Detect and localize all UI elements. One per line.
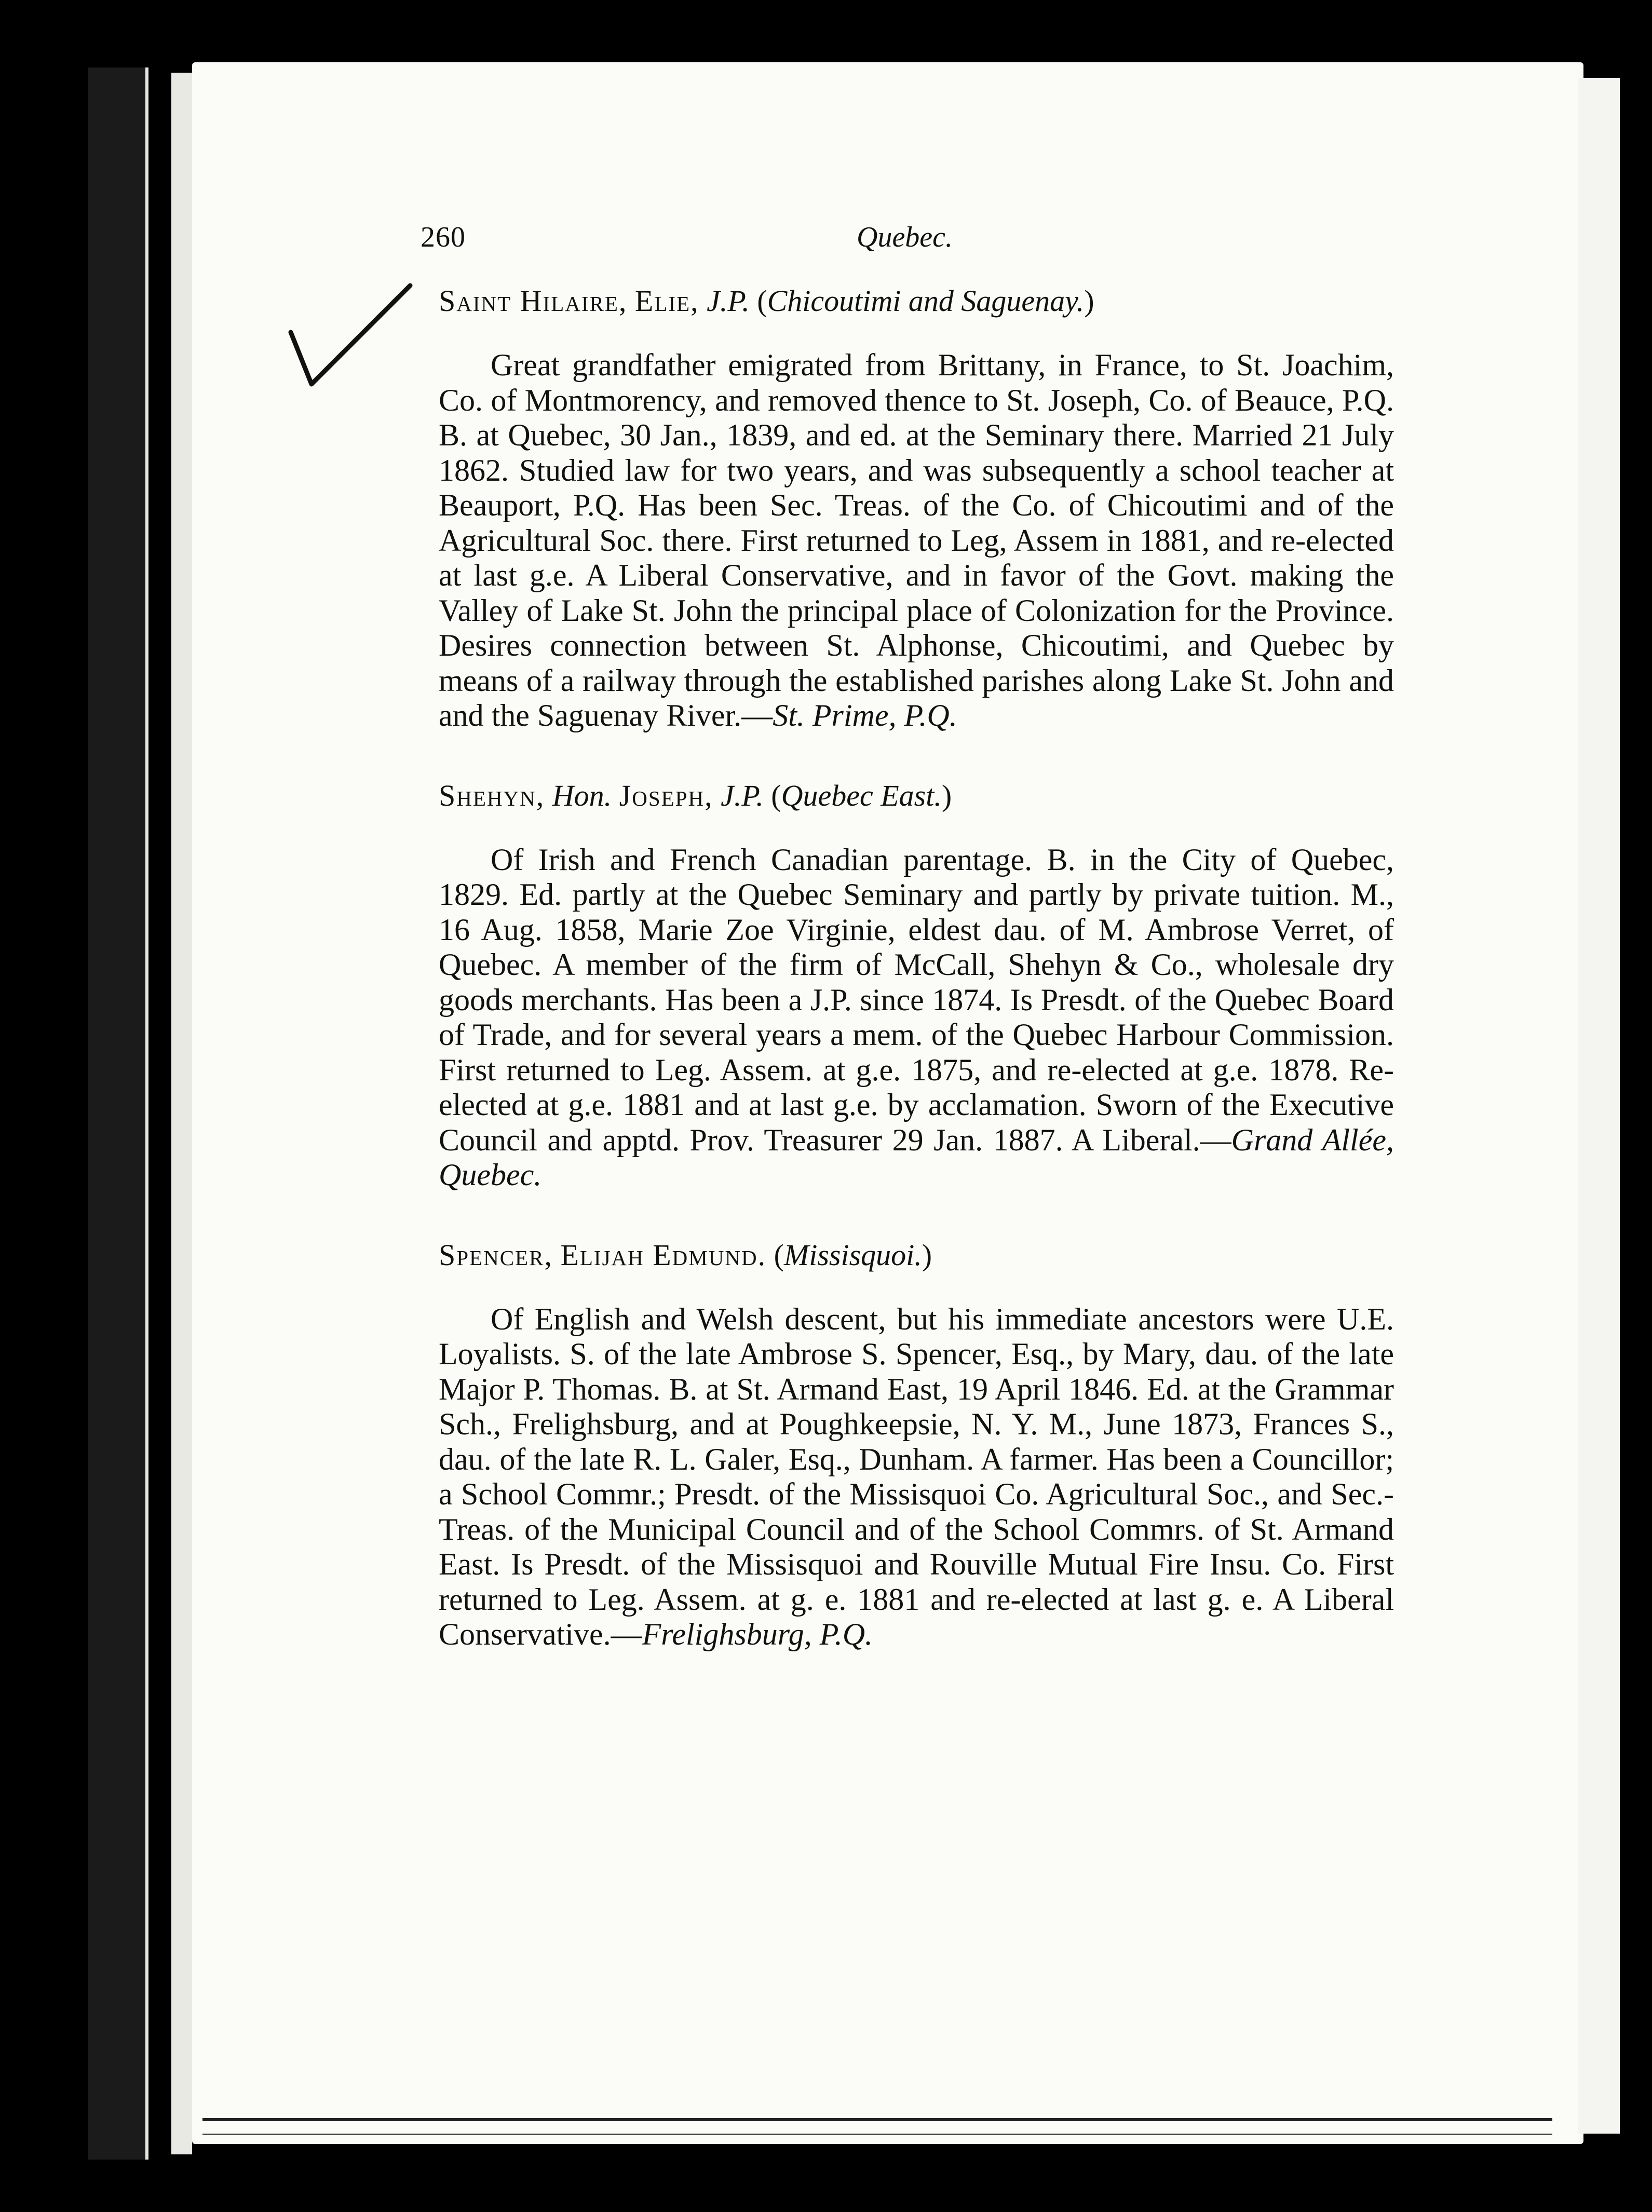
entry-biography-text: Of Irish and French Canadian parentage. B. in the City of Quebec, 1829. Ed. partly at the Quebec Seminary and partly by private tuition. M., 16 Aug. 1858, Marie Zoe Virginie, eldest dau. of M. Ambrose Verret, of Quebec. A member of the firm of McCall, Shehyn & Co., wholesale dry goods merchants. Has been a J.P. since 1874. Is Presdt. of the Quebec Board of Trade, and for several years a mem. of the Quebec Harbour Commission. First returned to Leg. Assem. at g.e. 1875, and re-elected at g.e. 1878. Re-elected at g.e. 1881 and at last g.e. by acclamation. Sworn of the Executive Council and apptd. Prov. Treasurer 29 Jan. 1887. A Liberal.—	[439, 842, 1394, 1157]
entry-honorific: Hon.	[552, 778, 612, 812]
entry-riding: Missisquoi.	[783, 1238, 922, 1272]
running-title: Quebec.	[857, 221, 953, 253]
entry-heading: Saint Hilaire, Elie, J.P. (Chicoutimi and Saguenay.)	[439, 284, 1094, 318]
page-edge-left	[171, 73, 192, 2154]
entry-title: J.P.	[721, 778, 764, 812]
handwritten-checkmark-icon	[280, 280, 415, 400]
bottom-rule-secondary	[202, 2134, 1552, 2135]
book-spine	[88, 67, 148, 2160]
page-header	[421, 221, 1407, 262]
entry-biography	[439, 843, 1394, 1193]
entry-biography	[439, 348, 1394, 734]
entry-heading: Spencer, Elijah Edmund. (Missisquoi.)	[439, 1238, 932, 1272]
entry-riding: Chicoutimi and Saguenay.	[767, 284, 1085, 318]
entry-surname: Shehyn,	[439, 778, 545, 812]
entry-residence: Grand Allée, Quebec.	[439, 1122, 1394, 1192]
bottom-rule	[202, 2118, 1552, 2121]
entry-spencer	[439, 1234, 1394, 1652]
entry-given-name: Joseph,	[619, 778, 713, 812]
entry-heading: Shehyn, Hon. Joseph, J.P. (Quebec East.)	[439, 778, 952, 812]
page-edge-right	[1578, 78, 1620, 2134]
entry-biography-text: Great grandfather emigrated from Brittany, in France, to St. Joachim, Co. of Montmorency, and removed thence to St. Joseph, Co. of Beauce, P.Q. B. at Quebec, 30 Jan., 1839, and ed. at the Seminary there. Married 21 July 1862. Studied law for two years, and was subsequently a school teacher at Beauport, P.Q. Has been Sec. Treas. of the Co. of Chicoutimi and of the Agricultural Soc. there. First returned to Leg, Assem in 1881, and re-elected at last g.e. A Liberal Conservative, and in favor of the Govt. making the Valley of Lake St. John the principal place of Colonization for the Province. Desires connection between St. Alphonse, Chicoutimi, and Quebec by means of a railway through the established parishes along Lake St. John and and the Saguenay River.—	[439, 348, 1394, 732]
page-number: 260	[421, 221, 466, 253]
entry-given-name: Elijah Edmund.	[560, 1238, 767, 1272]
entry-biography-text: Of English and Welsh descent, but his immediate ancestors were U.E. Loyalists. S. of the late Ambrose S. Spencer, Esq., by Mary, dau. of the late Major P. Thomas. B. at St. Armand East, 19 April 1846. Ed. at the Grammar Sch., Frelighsburg, and at Poughkeepsie, N. Y. M., June 1873, Frances S., dau. of the late R. L. Galer, Esq., Dunham. A farmer. Has been a Councillor; a School Commr.; Presdt. of the Missisquoi Co. Agricultural Soc., and Sec.-Treas. of the Municipal Council and of the School Commrs. of St. Armand East. Is Presdt. of the Missisquoi and Rouville Mutual Fire Insu. Co. First returned to Leg. Assem. at g. e. 1881 and re-elected at last g. e. A Liberal Conservative.—	[439, 1301, 1394, 1651]
entry-surname: Saint Hilaire,	[439, 284, 628, 318]
entry-biography	[439, 1302, 1394, 1652]
entry-riding: Quebec East.	[781, 778, 942, 812]
entry-residence: Frelighsburg, P.Q.	[642, 1617, 873, 1651]
entry-title: J.P.	[707, 284, 750, 318]
entry-surname: Spencer,	[439, 1238, 553, 1272]
entry-residence: St. Prime, P.Q.	[773, 698, 957, 732]
biography-entries	[439, 280, 1394, 1694]
entry-shehyn	[439, 775, 1394, 1193]
entry-given-name: Elie,	[634, 284, 699, 318]
entry-saint-hilaire	[439, 280, 1394, 734]
